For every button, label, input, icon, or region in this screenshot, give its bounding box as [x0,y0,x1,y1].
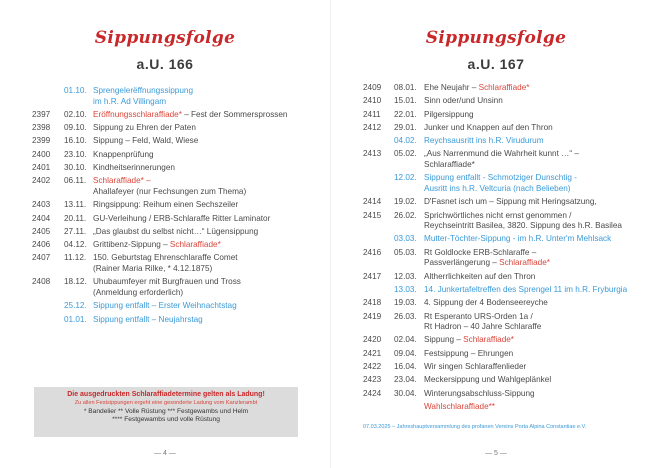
description-line: Rt Hadron – 40 Jahre Schlaraffe [424,322,542,332]
schedule-row [331,389,661,402]
schedule-row [0,176,330,200]
legend-line: **** Festgewambs und volle Rüstung [112,416,220,424]
description-line: 14. Junkertafeltreffen des Sprengel 11 im h.R. Fryburgia [424,284,628,294]
session-date: 02.10. [64,109,87,119]
schedule-row [331,285,661,298]
session-description [424,149,579,170]
plain-text: – Fest der Sommersprossen [181,109,288,119]
schedule-row [331,211,661,235]
description-line: Meckersippung und Wahlgeplänkel [424,375,552,385]
description-line: Knappenprüfung [93,149,154,159]
session-description [93,240,221,251]
session-date: 13.11. [64,200,87,210]
session-description [424,312,541,333]
session-description [424,298,548,309]
description-line [424,258,550,269]
session-date: 26.02. [394,210,417,220]
footer-note: 07.03.2025 – Jahreshauptversammlung des profanen Vereins Porta Alpina Constantiae e.V. [363,424,587,430]
session-number: 2400 [32,149,51,159]
session-number: 2422 [363,362,382,372]
session-date: 29.01. [394,122,417,132]
description-line: Reychseintritt Basilea, 3820. Sippung des h.R. Basilea [424,221,622,231]
session-number: 2404 [32,213,51,223]
session-date: 01.10. [64,86,87,95]
session-date: 13.03. [394,284,417,294]
description-line: „Das glaubst du selbst nicht…“ Lügensippung [93,226,259,236]
session-date: 04.12. [64,240,87,250]
left-page [0,0,330,468]
session-date: 26.03. [394,311,417,321]
description-line: Junker und Knappen auf den Thron [424,122,553,132]
plain-text: Ehe Neujahr – [424,83,479,92]
session-number: 2398 [32,123,51,133]
session-date: 02.04. [394,335,417,345]
description-line: Schlaraffiade* – [93,176,151,186]
highlight-text: Schlaraffiade* [478,83,530,92]
session-number: 2407 [32,253,51,263]
schedule-row [0,110,330,123]
legend-title: Die ausgedruckten Schlaraffiadetermine gelten als Ladung! [67,391,265,398]
description-line: (Anmeldung erforderlich) [93,287,184,297]
session-date: 05.03. [394,247,417,257]
description-line: Wir singen Schlaraffenlieder [424,362,527,372]
schedule-row [331,375,661,388]
description-line [93,240,221,251]
schedule-row [331,272,661,285]
description-line: Rt Goldlocke ERB-Schlaraffe – [424,247,537,257]
session-description [424,123,553,134]
description-line: Kindheitserinnerungen [93,163,175,173]
schedule-row [331,335,661,348]
session-date: 09.10. [64,123,87,133]
session-date: 16.04. [394,362,417,372]
session-date: 23.04. [394,375,417,385]
description-line: (Rainer Maria Rilke, * 4.12.1875) [93,264,213,274]
schedule-row [331,96,661,109]
schedule-row [0,301,330,314]
page-title: Sippungsfolge [94,28,236,48]
session-number: 2401 [32,163,51,173]
session-number: 2406 [32,240,51,250]
schedule-row [0,163,330,176]
session-description [424,375,551,386]
session-date: 05.02. [394,149,417,159]
session-number: 2412 [363,122,382,132]
session-number: 2421 [363,348,382,358]
schedule-row [0,240,330,253]
schedule-row [331,173,661,197]
schedule-row [331,136,661,149]
session-number: 2397 [32,109,51,119]
session-date: 12.03. [394,271,417,281]
session-description [424,173,577,194]
plain-text: Grittibenz-Sippung – [93,240,170,250]
schedule-row [331,312,661,336]
session-number: 2402 [32,176,51,186]
schedule-row [331,197,661,210]
description-line [424,335,514,346]
session-date: 12.02. [394,173,417,183]
session-description [424,234,611,245]
description-line: Rt Esperanto URS-Orden 1a / [424,311,533,321]
description-line: Schlaraffiade* [424,160,475,170]
session-description [93,227,258,238]
plain-text: Passverlängerung – [424,258,500,268]
session-description [424,272,535,283]
session-date: 06.11. [64,176,87,186]
session-number: 2413 [363,149,382,159]
description-line: Sippung entfallt - Schmotziger Dunschtig - [424,173,577,183]
session-number: 2399 [32,136,51,146]
session-description [424,362,526,373]
schedule-row [331,110,661,123]
plain-text: Sippung – [424,335,464,345]
description-line: Sinn oder/und Unsinn [424,96,503,106]
session-date: 22.01. [394,109,417,119]
schedule-row [331,402,661,415]
session-description [93,200,238,211]
schedule-row [0,136,330,149]
session-number: 2409 [363,83,382,92]
session-description [93,301,237,312]
description-line: D'Fasnet isch um – Sippung mit Heringsatzung, [424,197,597,207]
highlight-text: Schlaraffiade* [463,335,514,345]
description-line: Altherrlichkeiten auf den Thron [424,271,536,281]
session-description [424,96,503,107]
session-description [93,110,288,121]
session-number: 2419 [363,311,382,321]
description-line: GU-Verleihung / ERB-Schlaraffe Ritter Laminator [93,213,271,223]
description-line: Pilgersippung [424,109,474,119]
year-heading: a.U. 167 [467,56,525,72]
description-line: Sprichwörtliches nicht ernst genommen / [424,210,572,220]
session-date: 16.10. [64,136,87,146]
highlight-text: Eröffnungsschlaraffiade* [93,109,182,119]
schedule-list [331,83,661,415]
session-description [424,83,529,94]
session-number: 2414 [363,197,382,207]
schedule-row [0,86,330,110]
session-number: 2415 [363,210,382,220]
session-number: 2403 [32,200,51,210]
session-description [424,248,550,269]
session-description [424,136,544,147]
schedule-row [0,123,330,136]
description-line: Sippung entfallt – Neujahrstag [93,314,203,324]
description-line [93,110,288,121]
session-description [93,163,175,174]
page-title: Sippungsfolge [425,28,567,48]
schedule-row [0,200,330,213]
session-number: 2408 [32,277,51,287]
description-line: im h.R. Ad Villingam [93,96,167,106]
session-description [424,285,627,296]
session-description [93,176,246,197]
highlight-text: Schlaraffiade* [499,258,550,268]
description-line: Sippung – Feld, Wald, Wiese [93,136,199,146]
description-line: Mutter-Töchter-Sippung - im h.R. Unter'm Mehlsack [424,234,612,244]
description-line: 150. Geburtstag Ehrenschlaraffe Comet [93,253,238,263]
schedule-row [0,214,330,227]
page-number: — 5 — [485,450,507,457]
session-description [424,211,622,232]
session-description [424,335,514,346]
session-date: 27.11. [64,226,87,236]
session-description [93,253,238,274]
page-number: — 4 — [154,450,176,457]
schedule-row [331,234,661,247]
session-date: 23.10. [64,149,87,159]
description-line: Festsippung – Ehrungen [424,348,514,358]
legend-subtitle: Zu allen Festsippungen ergeht eine gesonderte Ladung vom Kanzlerambt [74,400,258,407]
schedule-list [0,86,330,328]
session-date: 08.01. [394,83,417,92]
description-line: Winterungsabschluss-Sippung [424,388,535,398]
session-number: 2420 [363,335,382,345]
session-date: 30.04. [394,388,417,398]
session-number: 2405 [32,226,51,236]
right-page [331,0,661,468]
session-date: 19.02. [394,197,417,207]
description-line: Sippung entfallt – Erster Weihnachtstag [93,301,237,311]
session-number: 2416 [363,247,382,257]
schedule-row [331,298,661,311]
session-description [424,402,495,413]
session-number: 2418 [363,298,382,308]
session-date: 18.12. [64,277,87,287]
session-description [93,123,196,134]
session-description [93,150,154,161]
session-number: 2411 [363,109,381,119]
session-date: 19.03. [394,298,417,308]
schedule-row [331,362,661,375]
schedule-row [331,123,661,136]
session-description [93,214,270,225]
legend-box [34,387,298,437]
schedule-row [0,253,330,277]
session-number: 2423 [363,375,382,385]
session-number: 2417 [363,271,382,281]
session-description [424,110,474,121]
session-description [93,315,203,326]
session-number: 2410 [363,96,382,106]
year-heading: a.U. 166 [136,56,194,72]
schedule-row [331,349,661,362]
session-description [93,277,241,298]
schedule-row [0,227,330,240]
schedule-row [0,277,330,301]
session-date: 11.12. [64,253,87,263]
description-line: Uhubaumfeyer mit Burgfrauen und Tross [93,277,241,287]
schedule-row [0,150,330,163]
session-date: 15.01. [394,96,417,106]
schedule-row [0,315,330,328]
session-description [93,136,198,147]
description-line: Ringsippung: Reihum einen Sechszeiler [93,200,239,210]
highlight-text: Schlaraffiade* [169,240,221,250]
description-line: Ahallafeyer (nur Fechsungen zum Thema) [93,186,247,196]
schedule-row [331,149,661,173]
session-description [93,86,193,107]
session-date: 03.03. [394,234,417,244]
legend-line: * Bandelier ** Volle Rüstung *** Festgewambs und Helm [83,407,249,415]
session-date: 09.04. [394,348,417,358]
schedule-row [331,248,661,272]
session-date: 30.10. [64,163,87,173]
schedule-row [331,83,661,96]
description-line [424,83,529,94]
session-description [424,197,597,208]
session-date: 25.12. [64,301,87,311]
description-line: Ausritt ins h.R. Veltcuria (nach Belieben) [424,183,571,193]
description-line: Wahlschlaraffiade** [424,401,495,411]
description-line: Reychsausritt ins h.R. Virudurum [424,136,544,146]
session-date: 01.01. [64,314,87,324]
description-line: 4. Sippung der 4 Bodenseereyche [424,298,548,308]
session-description [424,349,513,360]
session-date: 20.11. [64,213,87,223]
description-line: „Aus Narrenmund die Wahrheit kunnt …“ – [424,149,579,159]
description-line: Sippung zu Ehren der Paten [93,123,196,133]
session-description [424,389,535,400]
description-line: Sprengelerёffnungssippung [93,86,193,95]
session-date: 04.02. [394,136,417,146]
session-number: 2424 [363,388,382,398]
